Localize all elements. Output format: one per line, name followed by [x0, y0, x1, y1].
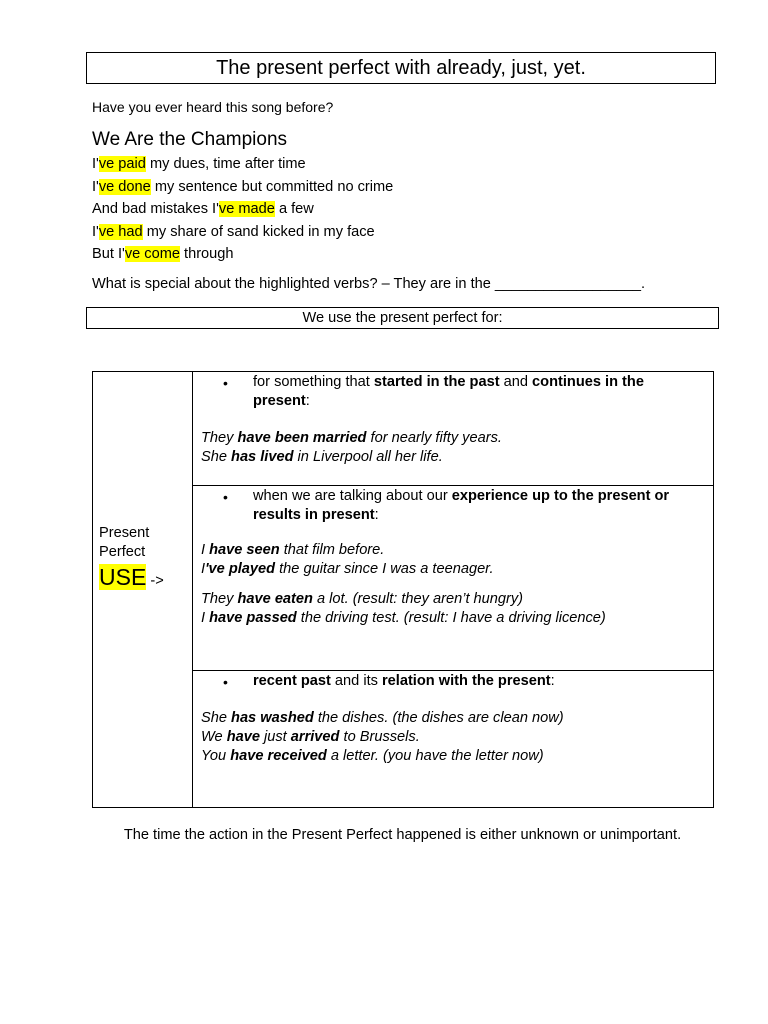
example-text: the guitar since I was a teenager.: [275, 561, 494, 577]
usage-text-part: :: [550, 673, 555, 689]
question-line: What is special about the highlighted verbs? – They are in the __________________.: [92, 276, 646, 292]
usage-text-part: when we are talking about our: [253, 488, 452, 504]
use-label-cell: [93, 372, 193, 807]
example-text: I: [201, 542, 210, 558]
usage-emphasis: recent past: [253, 673, 331, 689]
song-title: We Are the Champions: [92, 129, 288, 150]
label-line-present: Present: [99, 525, 150, 541]
lyric-text: my sentence but committed no crime: [150, 178, 394, 195]
example-sentence: [201, 590, 523, 609]
lyrics-block: [92, 153, 393, 266]
example-text: for nearly fifty years.: [366, 430, 502, 446]
example-text: just: [259, 729, 291, 745]
lyric-line: [92, 221, 393, 244]
example-text: She: [201, 710, 232, 726]
title-box: [86, 52, 716, 84]
highlighted-verb: ve come: [124, 246, 180, 263]
usage-text-part: :: [374, 507, 379, 523]
usage-text-part: :: [305, 393, 310, 409]
usage-row: [193, 486, 713, 671]
example-text: a lot. (result: they aren’t hungry): [312, 591, 524, 607]
example-verb: have been married: [237, 430, 367, 446]
lyric-text: my dues, time after time: [145, 156, 306, 172]
example-text: to Brussels.: [339, 729, 420, 745]
example-text: We: [201, 729, 227, 745]
example-verb: has washed: [231, 710, 314, 726]
example-verb: have eaten: [237, 591, 313, 607]
example-sentence: [201, 609, 606, 628]
use-word: USE: [99, 564, 147, 590]
usage-text-part: and its: [330, 673, 382, 689]
lyric-text: through: [179, 246, 234, 263]
example-text: I: [201, 561, 206, 577]
example-sentence: [201, 728, 420, 747]
lyric-text: a few: [274, 201, 314, 218]
bullet-icon: •: [223, 674, 228, 690]
use-heading: We use the present perfect for:: [302, 310, 503, 326]
example-verb: 've played: [205, 561, 276, 577]
example-text: the dishes. (the dishes are clean now): [313, 710, 564, 726]
usage-point: [201, 373, 701, 413]
lyric-text: my share of sand kicked in my face: [142, 223, 375, 240]
label-line-perfect: Perfect: [99, 544, 146, 560]
usage-emphasis: started in the past: [373, 374, 500, 390]
example-verb: have: [226, 729, 260, 745]
footer-note: The time the action in the Present Perfect happened is either unknown or unimportant.: [123, 827, 682, 843]
use-heading-box: [86, 307, 719, 329]
usage-emphasis: continues in the present: [253, 374, 644, 409]
example-text: that film before.: [279, 542, 385, 558]
lyric-text: I': [92, 223, 99, 240]
lyric-line: [92, 153, 393, 176]
use-label: [99, 524, 164, 591]
lyric-line: [92, 176, 393, 199]
lyric-text: I': [92, 156, 99, 172]
usage-text: [253, 373, 701, 411]
example-sentence: [201, 541, 384, 560]
highlighted-verb: ve done: [98, 178, 151, 195]
example-sentence: [201, 560, 494, 579]
example-verb: arrived: [290, 729, 340, 745]
example-text: They: [201, 591, 238, 607]
example-sentence: [201, 429, 502, 448]
usage-point: [201, 672, 701, 692]
example-sentence: [201, 448, 443, 467]
highlighted-verb: ve made: [218, 201, 275, 218]
example-text: You: [201, 748, 231, 764]
intro-question: Have you ever heard this song before?: [92, 99, 334, 115]
lyric-text: And bad mistakes I': [92, 201, 219, 218]
example-text: She: [201, 449, 232, 465]
use-marker: [99, 564, 164, 591]
lyric-line: [92, 243, 393, 266]
example-text: They: [201, 430, 238, 446]
example-verb: have passed: [209, 610, 297, 626]
example-text: in Liverpool all her life.: [293, 449, 443, 465]
usage-emphasis: relation with the present: [381, 673, 551, 689]
example-text: I: [201, 610, 210, 626]
usage-text-part: for something that: [253, 374, 374, 390]
lyric-text: I': [92, 178, 99, 195]
usage-text: [253, 487, 701, 525]
example-verb: have seen: [209, 542, 280, 558]
bullet-icon: •: [223, 489, 228, 505]
usage-emphasis: experience up to the present or results in present: [253, 488, 670, 523]
bullet-icon: •: [223, 375, 228, 391]
example-text: a letter. (you have the letter now): [326, 748, 544, 764]
example-verb: has lived: [231, 449, 294, 465]
lyric-line: [92, 198, 393, 221]
highlighted-verb: ve had: [98, 223, 143, 240]
highlighted-verb: ve paid: [98, 156, 146, 172]
usage-text: [253, 672, 701, 691]
usage-table: [92, 371, 714, 808]
example-sentence: [201, 747, 544, 766]
usage-row: [193, 671, 713, 807]
usage-row: [193, 372, 713, 486]
page-title: The present perfect with already, just, yet.: [216, 56, 586, 79]
example-text: the driving test. (result: I have a driving licence): [296, 610, 606, 626]
example-verb: have received: [230, 748, 327, 764]
lyric-text: But I': [92, 246, 125, 263]
usage-point: [201, 487, 701, 527]
example-sentence: [201, 709, 564, 728]
usage-text-part: and: [499, 374, 533, 390]
arrow-icon: ->: [150, 573, 164, 589]
